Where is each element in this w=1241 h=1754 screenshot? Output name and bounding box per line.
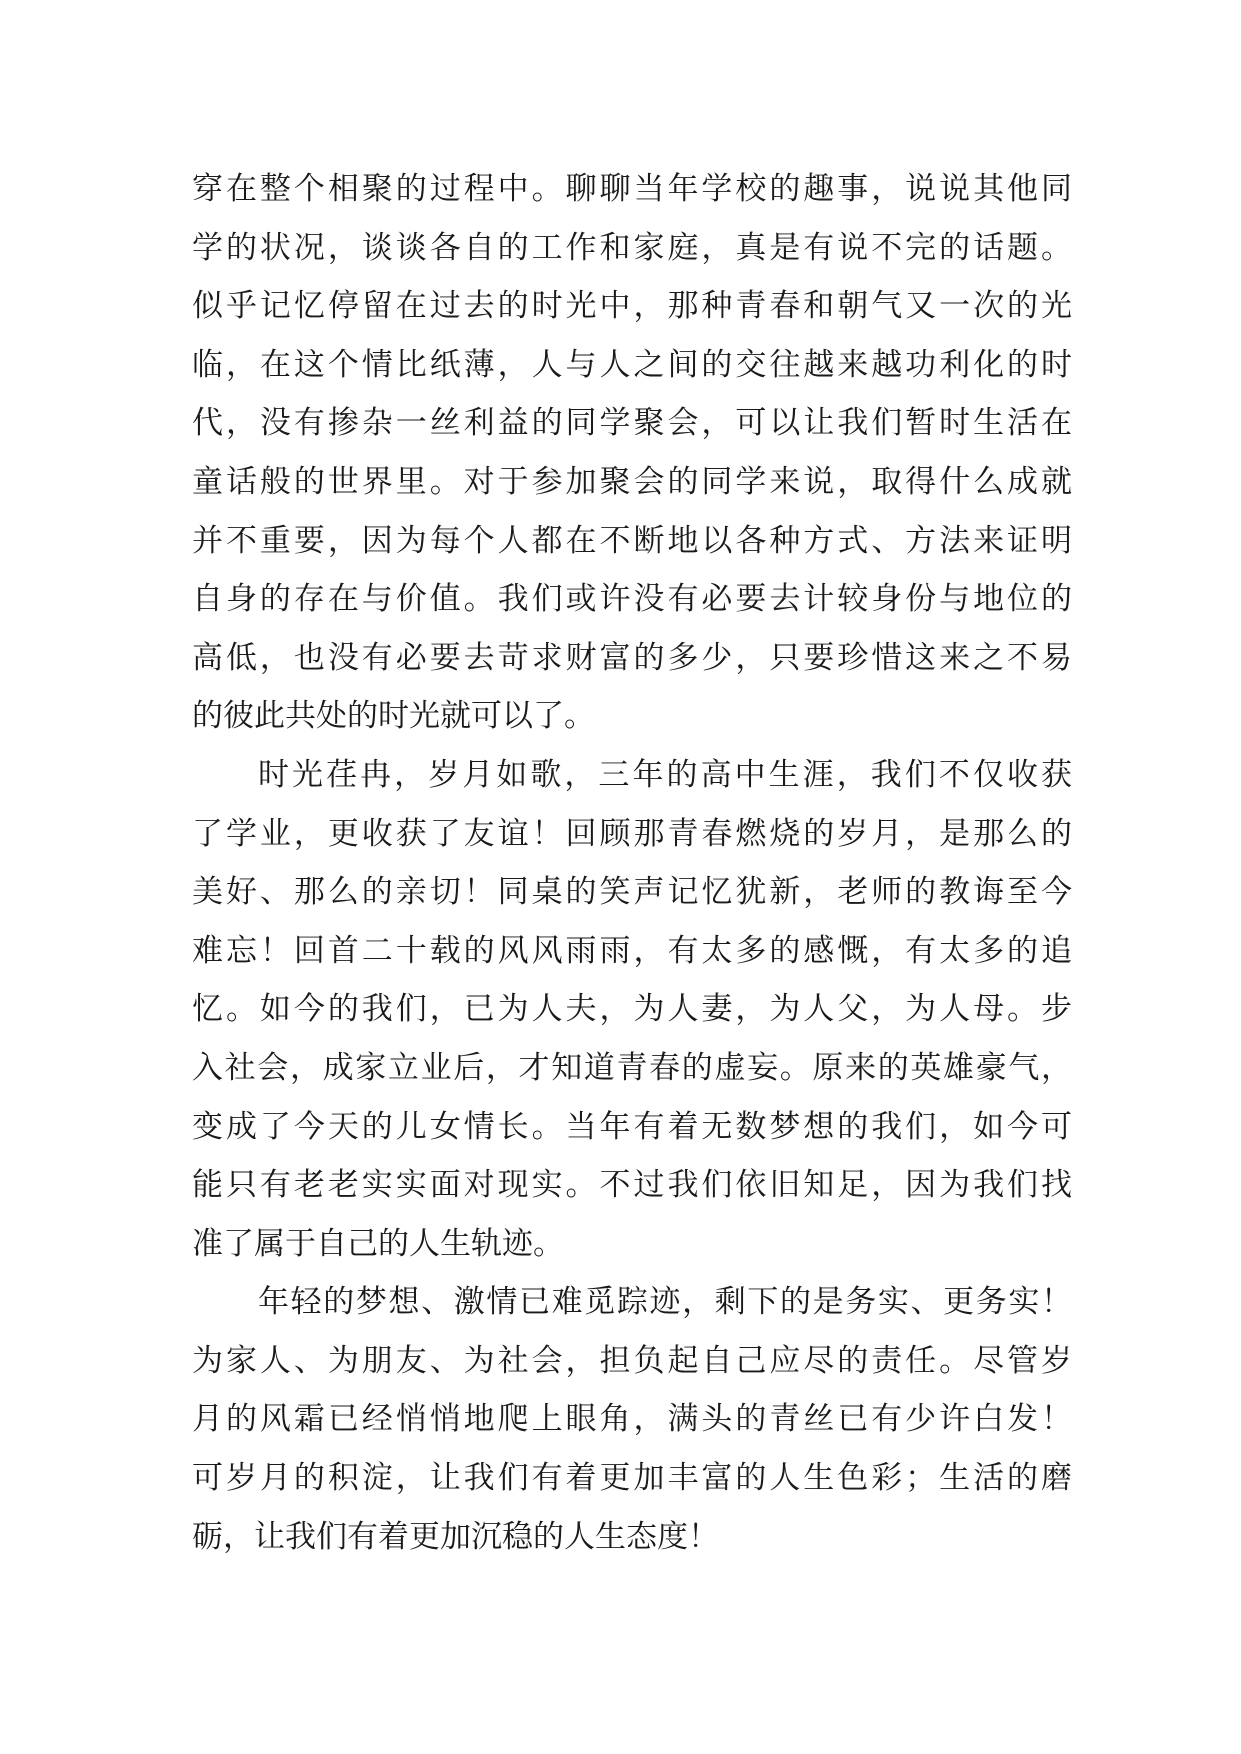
text-line: 学的状况，谈谈各自的工作和家庭，真是有说不完的话题。: [192, 229, 1072, 266]
text-line: 自身的存在与价值。我们或许没有必要去计较身份与地位的: [192, 581, 1072, 618]
text-line: 的彼此共处的时光就可以了。: [192, 698, 595, 735]
text-line: 月的风霜已经悄悄地爬上眼角，满头的青丝已有少许白发！: [192, 1401, 1072, 1438]
text-line: 可岁月的积淀，让我们有着更加丰富的人生色彩；生活的磨: [192, 1460, 1072, 1497]
paragraph-3: [192, 1273, 1072, 1566]
text-line: 代，没有掺杂一丝利益的同学聚会，可以让我们暂时生活在: [192, 405, 1072, 442]
text-line: 能只有老老实实面对现实。不过我们依旧知足，因为我们找: [192, 1167, 1072, 1204]
text-line: 年轻的梦想、激情已难觅踪迹，剩下的是务实、更务实！: [258, 1284, 1072, 1321]
text-line: 砺，让我们有着更加沉稳的人生态度！: [192, 1518, 719, 1555]
paragraph-1: [192, 160, 1072, 746]
text-line: 穿在整个相聚的过程中。聊聊当年学校的趣事，说说其他同: [192, 171, 1072, 207]
text-line: 并不重要，因为每个人都在不断地以各种方式、方法来证明: [192, 522, 1072, 559]
text-line: 美好、那么的亲切！同桌的笑声记忆犹新，老师的教诲至今: [192, 874, 1072, 911]
text-line: 高低，也没有必要去苛求财富的多少，只要珍惜这来之不易: [192, 639, 1072, 676]
text-line: 为家人、为朋友、为社会，担负起自己应尽的责任。尽管岁: [192, 1342, 1072, 1379]
text-line: 临，在这个情比纸薄，人与人之间的交往越来越功利化的时: [192, 346, 1072, 383]
text-line: 忆。如今的我们，已为人夫，为人妻，为人父，为人母。步: [192, 991, 1072, 1028]
paragraph-2: [192, 746, 1072, 1273]
text-line: 变成了今天的儿女情长。当年有着无数梦想的我们，如今可: [192, 1108, 1072, 1145]
text-line: 了学业，更收获了友谊！回顾那青春燃烧的岁月，是那么的: [192, 815, 1072, 852]
text-line: 时光荏冉，岁月如歌，三年的高中生涯，我们不仅收获: [258, 756, 1072, 793]
text-line: 难忘！回首二十载的风风雨雨，有太多的感慨，有太多的追: [192, 932, 1072, 969]
text-line: 童话般的世界里。对于参加聚会的同学来说，取得什么成就: [192, 463, 1072, 500]
text-line: 准了属于自己的人生轨迹。: [192, 1225, 564, 1262]
body-text: [192, 160, 1072, 1566]
text-line: 似乎记忆停留在过去的时光中，那种青春和朝气又一次的光: [192, 288, 1072, 325]
text-line: 入社会，成家立业后，才知道青春的虚妄。原来的英雄豪气，: [192, 1049, 1072, 1086]
